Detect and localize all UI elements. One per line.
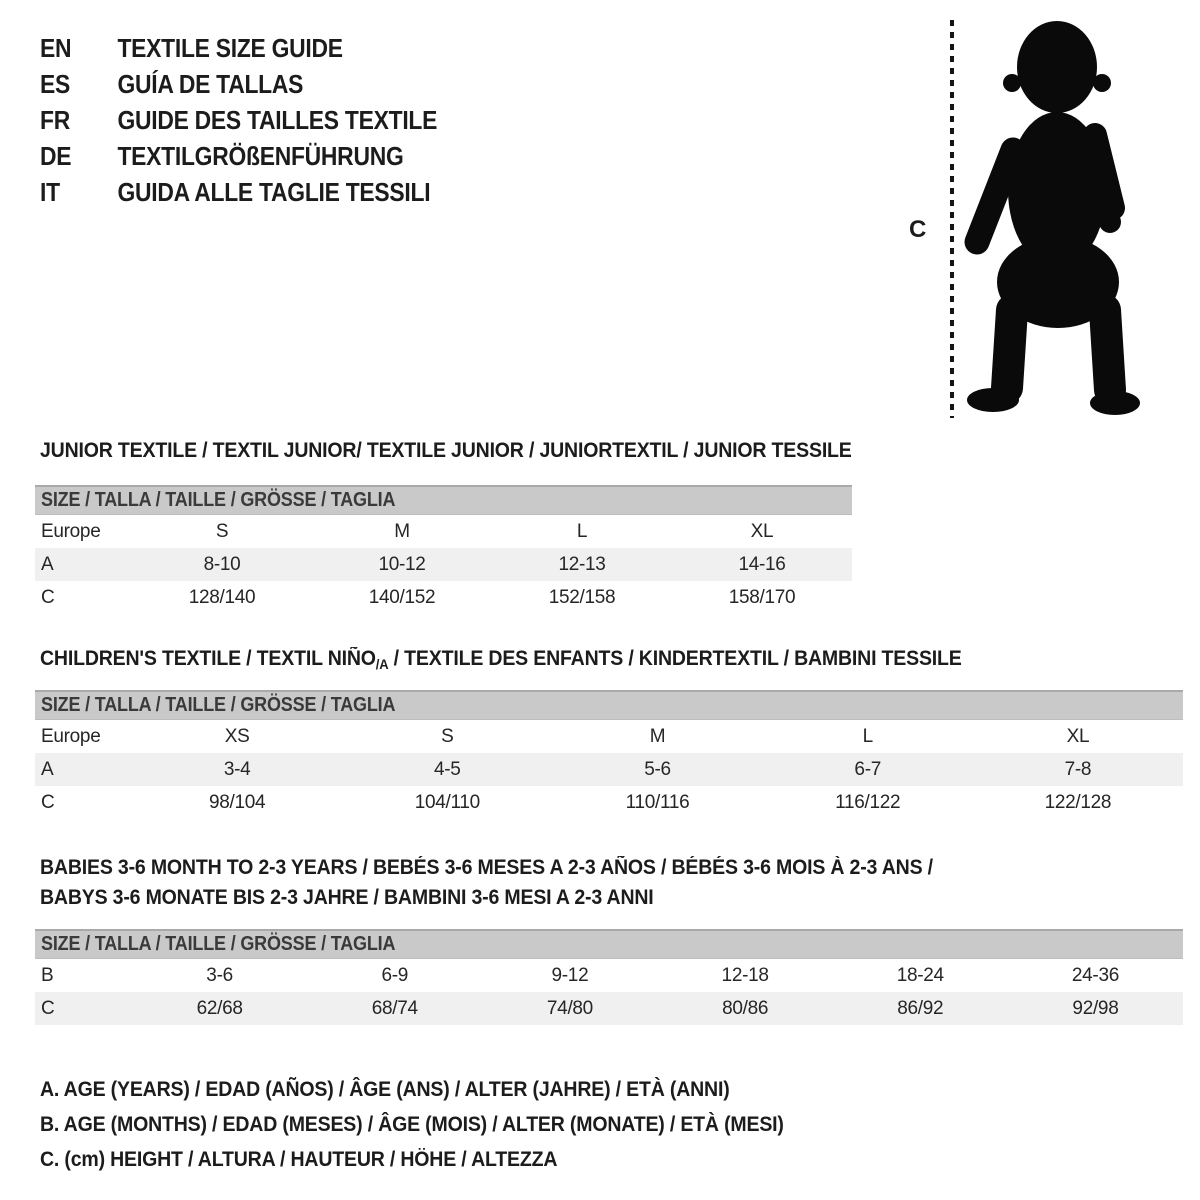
table-row-age-years xyxy=(35,548,852,581)
age-cell: 10-12 xyxy=(378,553,426,575)
size-cell: XL xyxy=(1066,725,1090,747)
table-row-europe xyxy=(35,720,1183,753)
legend-line-c: C. (cm) HEIGHT / ALTURA / HAUTEUR / HÖHE / ALTEZZA xyxy=(40,1148,558,1171)
age-cell: 6-7 xyxy=(854,758,881,780)
table-row-height-cm xyxy=(35,786,1183,819)
language-code: EN xyxy=(40,32,72,63)
size-cell: XL xyxy=(750,520,774,542)
language-title: TEXTILGRÖßENFÜHRUNG xyxy=(117,140,404,171)
age-cell: 12-13 xyxy=(558,553,606,575)
size-header-label: SIZE / TALLA / TAILLE / GRÖSSE / TAGLIA xyxy=(41,933,396,955)
language-row-en xyxy=(40,30,437,66)
language-row-es xyxy=(40,66,437,102)
junior-size-table xyxy=(35,485,852,614)
size-cell: L xyxy=(576,520,588,542)
height-cell: 128/140 xyxy=(188,586,256,608)
height-cell: 86/92 xyxy=(897,997,944,1019)
age-cell: 18-24 xyxy=(896,964,944,986)
language-code: IT xyxy=(40,176,60,207)
height-cell: 122/128 xyxy=(1044,791,1112,813)
table-row-age-months xyxy=(35,959,1183,992)
legend-line-a: A. AGE (YEARS) / EDAD (AÑOS) / ÂGE (ANS) / ALTER (JAHRE) / ETÀ (ANNI) xyxy=(40,1078,730,1101)
row-label: C xyxy=(41,586,55,608)
language-title: GUIDE DES TAILLES TEXTILE xyxy=(117,104,438,135)
size-header-bar xyxy=(35,929,1183,959)
language-code: DE xyxy=(40,140,72,171)
size-cell: M xyxy=(649,725,666,747)
junior-section-title: JUNIOR TEXTILE / TEXTIL JUNIOR/ TEXTILE JUNIOR / JUNIORTEXTIL / JUNIOR TESSILE xyxy=(40,439,852,462)
language-row-de xyxy=(40,138,437,174)
size-header-bar xyxy=(35,690,1183,720)
row-label: A xyxy=(41,553,54,575)
language-title: GUIDA ALLE TAGLIE TESSILI xyxy=(117,176,431,207)
age-cell: 12-18 xyxy=(721,964,769,986)
measurement-legend xyxy=(40,1072,840,1177)
children-size-table xyxy=(35,690,1183,819)
language-code: FR xyxy=(40,104,70,135)
babies-title-line-2: BABYS 3-6 MONATE BIS 2-3 JAHRE / BAMBINI 3-6 MESI A 2-3 ANNI xyxy=(40,886,654,909)
table-row-age-years xyxy=(35,753,1183,786)
height-cell: 98/104 xyxy=(208,791,266,813)
age-cell: 6-9 xyxy=(381,964,409,986)
toddler-silhouette-icon xyxy=(960,20,1150,420)
height-dashed-line xyxy=(950,20,954,418)
height-cell: 62/68 xyxy=(196,997,243,1019)
language-code: ES xyxy=(40,68,71,99)
table-row-europe xyxy=(35,515,852,548)
size-cell: S xyxy=(441,725,454,747)
height-cell: 92/98 xyxy=(1072,997,1119,1019)
height-measure-figure xyxy=(905,18,1185,428)
size-cell: L xyxy=(862,725,873,747)
children-title-subscript: /A xyxy=(375,656,389,672)
age-cell: 5-6 xyxy=(644,758,671,780)
legend-line-b: B. AGE (MONTHS) / EDAD (MESES) / ÂGE (MOIS) / ALTER (MONATE) / ETÀ (MESI) xyxy=(40,1113,784,1136)
children-section-title xyxy=(40,644,962,679)
size-header-bar xyxy=(35,485,852,515)
height-cell: 110/116 xyxy=(625,791,690,813)
age-cell: 14-16 xyxy=(738,553,786,575)
age-cell: 4-5 xyxy=(434,758,461,780)
language-title-list xyxy=(40,30,491,210)
height-cell: 140/152 xyxy=(368,586,436,608)
height-cell: 116/122 xyxy=(835,791,901,813)
age-cell: 24-36 xyxy=(1071,964,1119,986)
measure-label-c: C xyxy=(909,216,927,243)
size-cell: XS xyxy=(224,725,250,747)
height-cell: 152/158 xyxy=(548,586,616,608)
age-cell: 3-4 xyxy=(223,758,251,780)
row-label: Europe xyxy=(41,520,101,542)
height-cell: 158/170 xyxy=(728,586,796,608)
height-cell: 80/86 xyxy=(722,997,769,1019)
age-cell: 7-8 xyxy=(1064,758,1092,780)
language-row-it xyxy=(40,174,437,210)
babies-title-line-1: BABIES 3-6 MONTH TO 2-3 YEARS / BEBÉS 3-6 MESES A 2-3 AÑOS / BÉBÉS 3-6 MOIS À 2-3 ANS / xyxy=(40,856,933,879)
age-cell: 3-6 xyxy=(206,964,233,986)
size-header-label: SIZE / TALLA / TAILLE / GRÖSSE / TAGLIA xyxy=(41,694,396,716)
height-cell: 104/110 xyxy=(414,791,480,813)
height-cell: 68/74 xyxy=(371,997,418,1019)
children-title-suffix: / TEXTILE DES ENFANTS / KINDERTEXTIL / BAMBINI TESSILE xyxy=(388,647,962,670)
size-cell: M xyxy=(394,520,410,542)
language-title: TEXTILE SIZE GUIDE xyxy=(117,32,343,63)
age-cell: 9-12 xyxy=(551,964,589,986)
row-label: C xyxy=(41,997,55,1019)
height-cell: 74/80 xyxy=(546,997,593,1019)
babies-size-table xyxy=(35,929,1183,1025)
babies-section-title xyxy=(40,853,933,913)
row-label: C xyxy=(41,791,55,813)
size-cell: S xyxy=(215,520,229,542)
language-title: GUÍA DE TALLAS xyxy=(117,68,304,99)
size-header-label: SIZE / TALLA / TAILLE / GRÖSSE / TAGLIA xyxy=(41,489,396,511)
table-row-height-cm xyxy=(35,992,1183,1025)
row-label: Europe xyxy=(41,725,101,747)
row-label: B xyxy=(41,964,54,986)
age-cell: 8-10 xyxy=(203,553,241,575)
children-title-prefix: CHILDREN'S TEXTILE / TEXTIL NIÑO xyxy=(40,647,376,670)
language-row-fr xyxy=(40,102,437,138)
table-row-height-cm xyxy=(35,581,852,614)
row-label: A xyxy=(41,758,54,780)
